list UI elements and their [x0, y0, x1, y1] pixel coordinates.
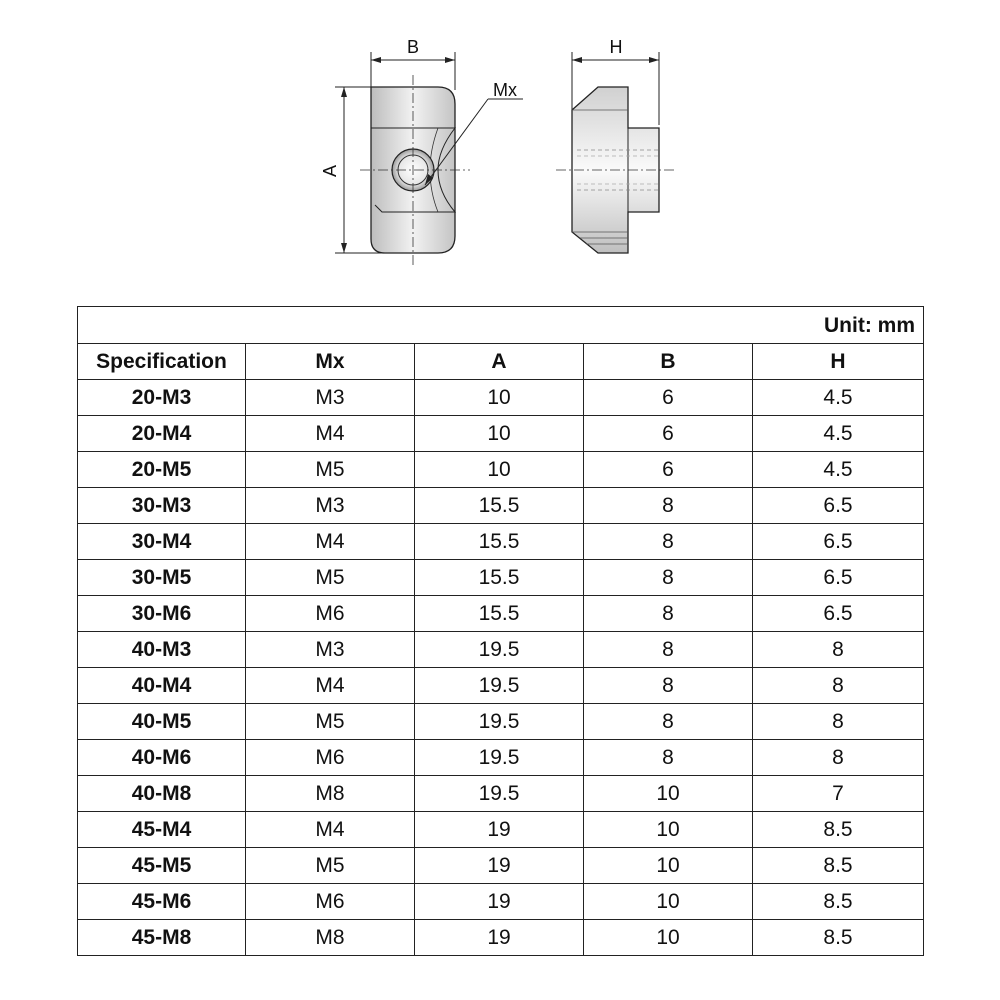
- b-value: 10: [584, 812, 753, 848]
- a-value: 15.5: [415, 596, 584, 632]
- h-value: 8: [753, 740, 924, 776]
- mx-value: M4: [246, 416, 415, 452]
- header-h: H: [753, 344, 924, 380]
- a-value: 15.5: [415, 560, 584, 596]
- spec-name: 30-M4: [78, 524, 246, 560]
- mx-value: M5: [246, 704, 415, 740]
- mx-value: M4: [246, 524, 415, 560]
- mx-value: M5: [246, 452, 415, 488]
- h-value: 4.5: [753, 452, 924, 488]
- a-value: 10: [415, 416, 584, 452]
- h-value: 8: [753, 632, 924, 668]
- mx-value: M6: [246, 596, 415, 632]
- b-value: 8: [584, 560, 753, 596]
- mx-value: M3: [246, 632, 415, 668]
- spec-name: 20-M3: [78, 380, 246, 416]
- h-value: 8.5: [753, 884, 924, 920]
- a-value: 19.5: [415, 776, 584, 812]
- header-mx: Mx: [246, 344, 415, 380]
- a-value: 19: [415, 884, 584, 920]
- table-row: [78, 560, 924, 596]
- a-value: 19.5: [415, 632, 584, 668]
- header-b: B: [584, 344, 753, 380]
- h-value: 6.5: [753, 524, 924, 560]
- label-mx: Mx: [493, 80, 517, 100]
- table-row: [78, 668, 924, 704]
- mx-value: M4: [246, 668, 415, 704]
- b-value: 8: [584, 632, 753, 668]
- a-value: 15.5: [415, 488, 584, 524]
- b-value: 8: [584, 596, 753, 632]
- b-value: 6: [584, 416, 753, 452]
- b-value: 8: [584, 704, 753, 740]
- mx-value: M3: [246, 380, 415, 416]
- a-value: 19: [415, 812, 584, 848]
- mx-value: M5: [246, 848, 415, 884]
- a-value: 15.5: [415, 524, 584, 560]
- spec-name: 40-M3: [78, 632, 246, 668]
- b-value: 10: [584, 848, 753, 884]
- a-value: 19: [415, 920, 584, 956]
- b-value: 10: [584, 920, 753, 956]
- table-row: [78, 848, 924, 884]
- mx-value: M6: [246, 740, 415, 776]
- dimensions-table: [77, 306, 924, 956]
- h-value: 6.5: [753, 488, 924, 524]
- h-value: 8.5: [753, 920, 924, 956]
- a-value: 10: [415, 452, 584, 488]
- a-value: 19.5: [415, 740, 584, 776]
- table-row: [78, 776, 924, 812]
- a-value: 10: [415, 380, 584, 416]
- h-value: 8: [753, 704, 924, 740]
- h-value: 8.5: [753, 812, 924, 848]
- b-value: 6: [584, 380, 753, 416]
- unit-row: [78, 307, 924, 344]
- spec-name: 40-M8: [78, 776, 246, 812]
- spec-name: 40-M6: [78, 740, 246, 776]
- spec-name: 40-M5: [78, 704, 246, 740]
- a-value: 19: [415, 848, 584, 884]
- b-value: 10: [584, 884, 753, 920]
- spec-name: 45-M8: [78, 920, 246, 956]
- label-b: B: [406, 37, 420, 57]
- mx-value: M8: [246, 920, 415, 956]
- spec-name: 40-M4: [78, 668, 246, 704]
- header-row: [78, 344, 924, 380]
- b-value: 8: [584, 668, 753, 704]
- mx-value: M3: [246, 488, 415, 524]
- b-value: 8: [584, 488, 753, 524]
- header-a: A: [415, 344, 584, 380]
- table-row: [78, 452, 924, 488]
- spec-name: 20-M5: [78, 452, 246, 488]
- spec-name: 20-M4: [78, 416, 246, 452]
- mx-value: M5: [246, 560, 415, 596]
- spec-name: 45-M5: [78, 848, 246, 884]
- table-row: [78, 920, 924, 956]
- b-value: 8: [584, 524, 753, 560]
- b-value: 6: [584, 452, 753, 488]
- h-value: 4.5: [753, 380, 924, 416]
- spec-name: 30-M3: [78, 488, 246, 524]
- spec-name: 45-M4: [78, 812, 246, 848]
- mx-value: M4: [246, 812, 415, 848]
- spec-name: 30-M6: [78, 596, 246, 632]
- table-row: [78, 596, 924, 632]
- h-value: 6.5: [753, 560, 924, 596]
- table-row: [78, 740, 924, 776]
- table-row: [78, 488, 924, 524]
- h-value: 4.5: [753, 416, 924, 452]
- header-specification: Specification: [78, 344, 246, 380]
- table-row: [78, 416, 924, 452]
- table-row: [78, 632, 924, 668]
- front-view: [320, 37, 523, 268]
- a-value: 19.5: [415, 668, 584, 704]
- h-value: 8: [753, 668, 924, 704]
- label-h: H: [609, 37, 623, 57]
- table-row: [78, 380, 924, 416]
- b-value: 8: [584, 740, 753, 776]
- mx-value: M8: [246, 776, 415, 812]
- side-view: [556, 37, 676, 253]
- spec-name: 45-M6: [78, 884, 246, 920]
- h-value: 8.5: [753, 848, 924, 884]
- b-value: 10: [584, 776, 753, 812]
- unit-label: Unit: mm: [78, 307, 924, 344]
- label-a: A: [320, 164, 340, 178]
- table-row: [78, 812, 924, 848]
- table-row: [78, 884, 924, 920]
- table-row: [78, 704, 924, 740]
- mx-value: M6: [246, 884, 415, 920]
- spec-name: 30-M5: [78, 560, 246, 596]
- table-row: [78, 524, 924, 560]
- a-value: 19.5: [415, 704, 584, 740]
- h-value: 6.5: [753, 596, 924, 632]
- t-nut-technical-drawing: [0, 0, 1000, 300]
- h-value: 7: [753, 776, 924, 812]
